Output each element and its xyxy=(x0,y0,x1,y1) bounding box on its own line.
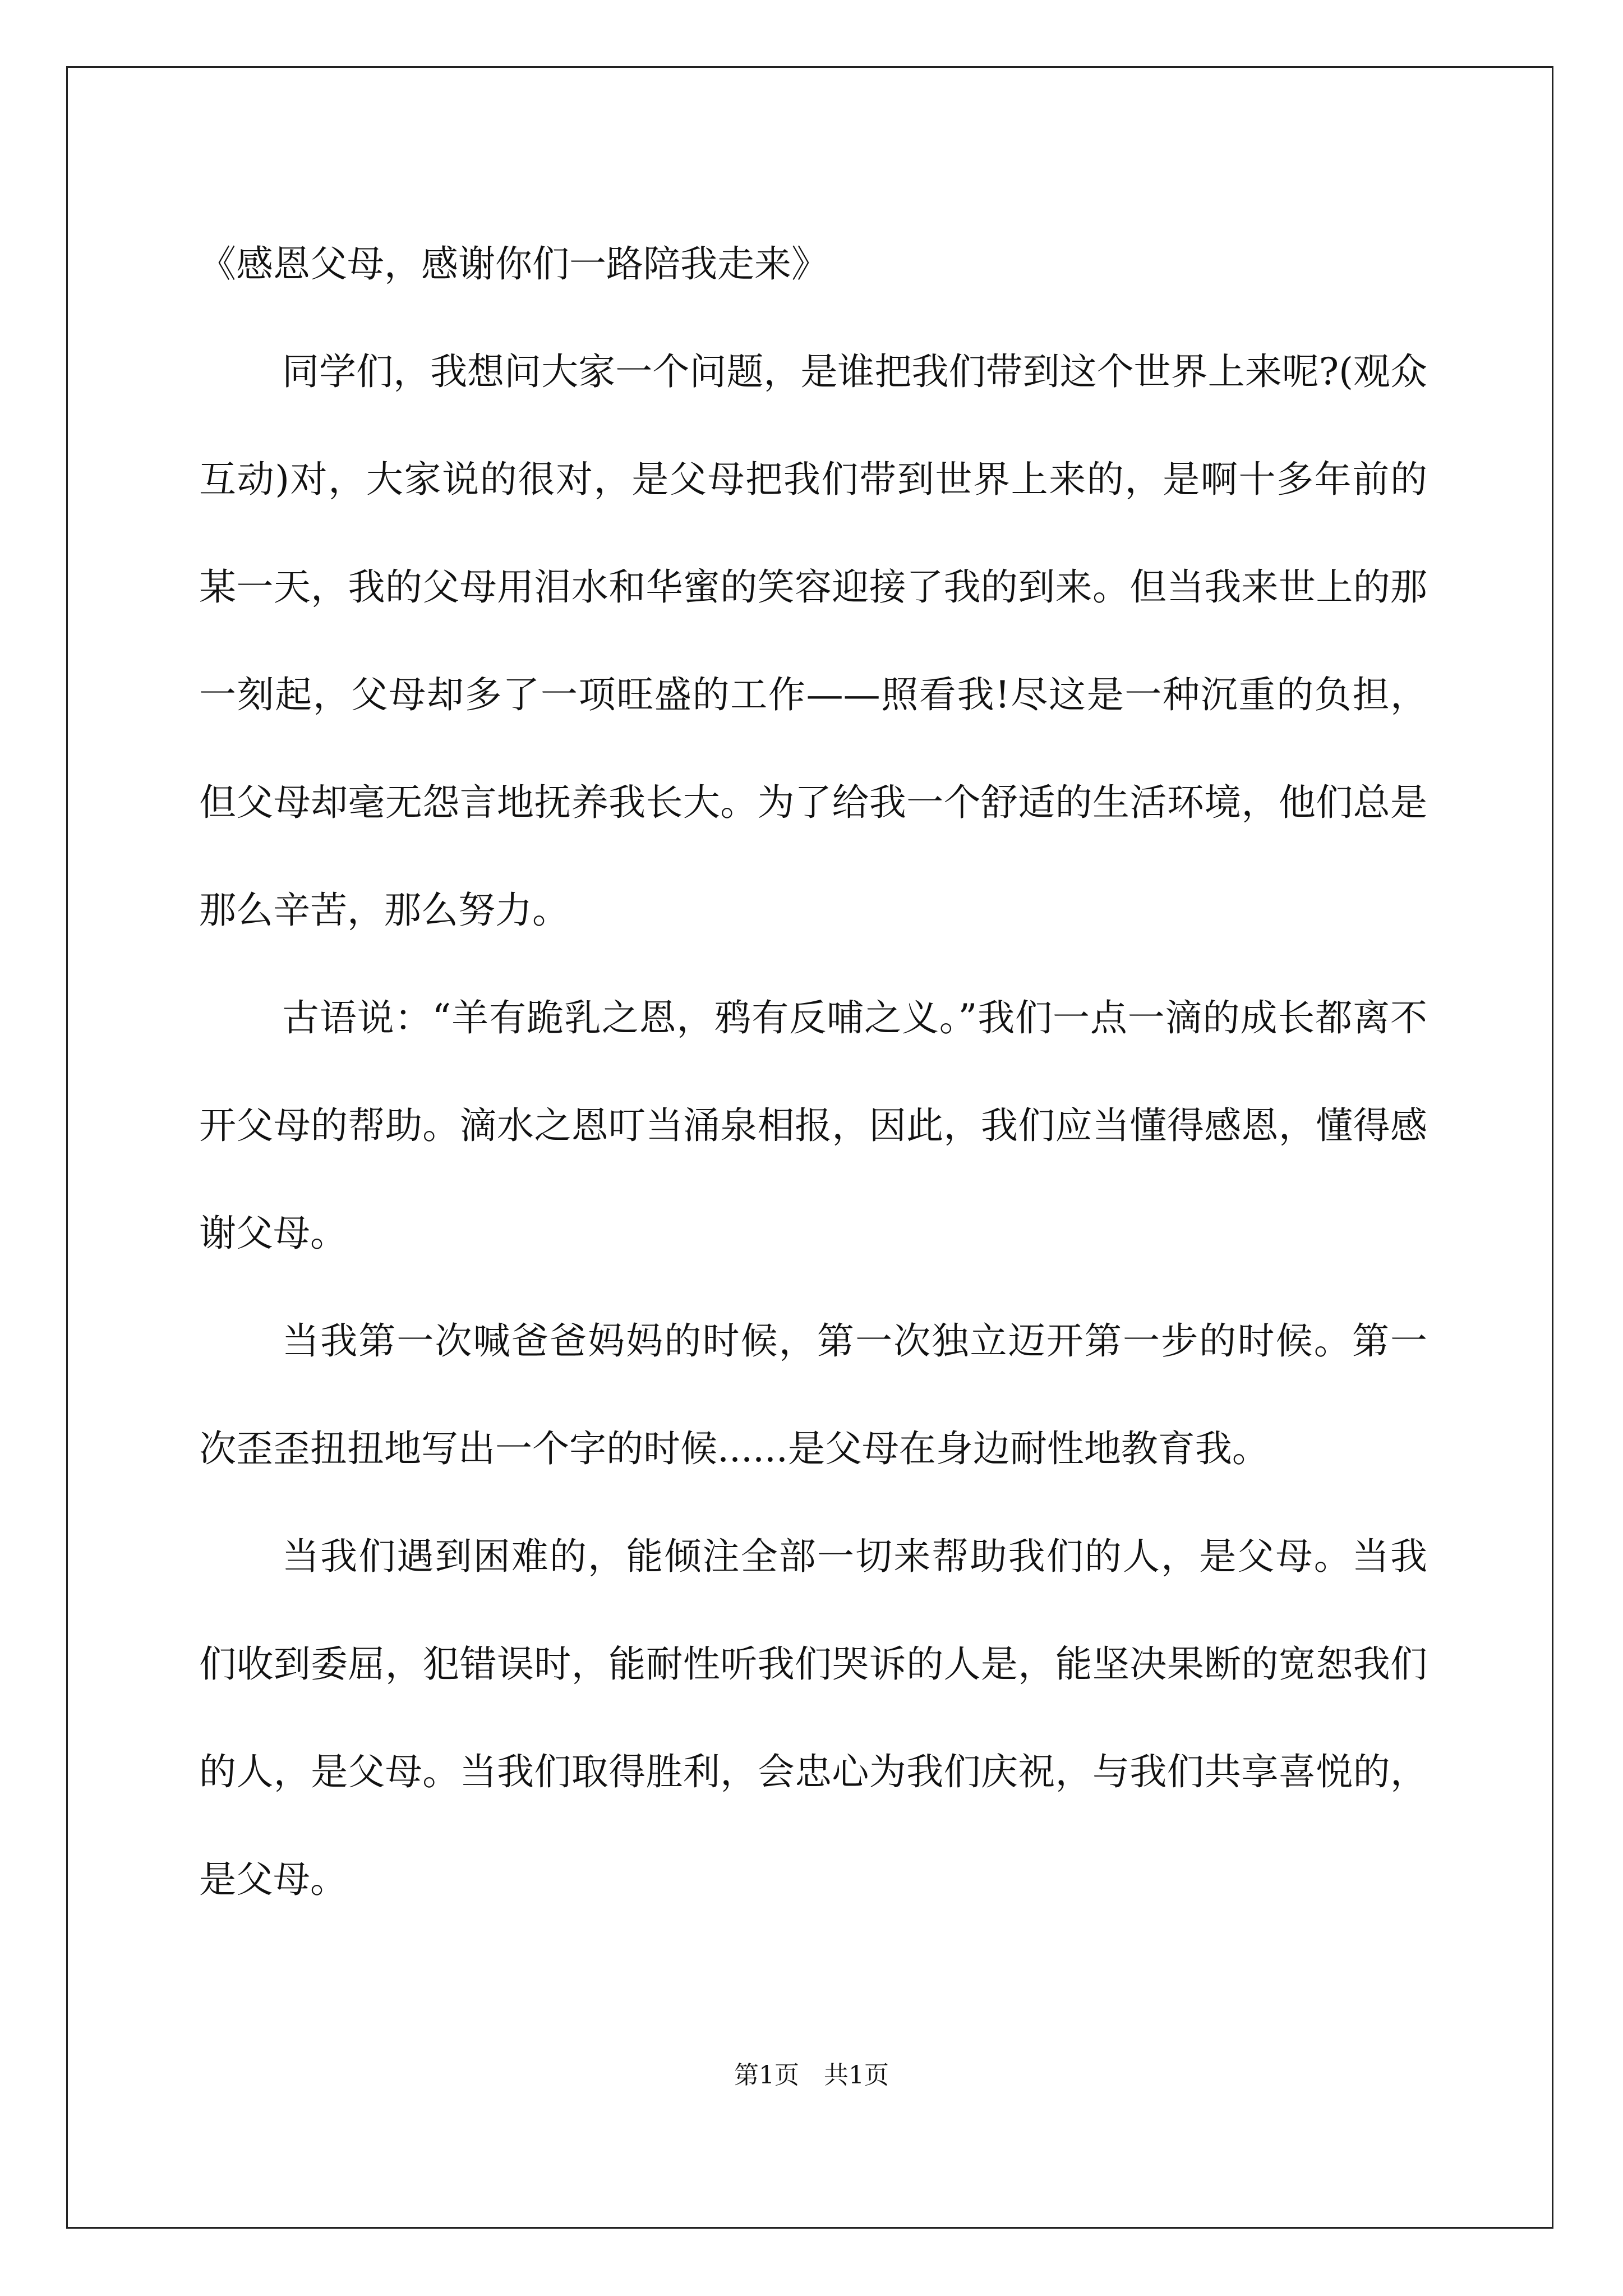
paragraph-4: 当我们遇到困难的，能倾注全部一切来帮助我们的人，是父母。当我们收到委屈，犯错误时，能耐性听我们哭诉的人是，能坚决果断的宽恕我们的人，是父母。当我们取得胜利，会忠心为我们庆祝，与我们共享喜悦的，是父母。 xyxy=(199,1535,1427,1901)
document-body xyxy=(199,210,1427,1934)
page-number-footer: 第1页 共1页 xyxy=(734,2061,889,2090)
paragraph-3: 当我第一次喊爸爸妈妈的时候，第一次独立迈开第一步的时候。第一次歪歪扭扭地写出一个字的时候......是父母在身边耐性地教育我。 xyxy=(199,1319,1427,1470)
paragraph-1: 同学们，我想问大家一个问题，是谁把我们带到这个世界上来呢?(观众互动)对，大家说的很对，是父母把我们带到世界上来的，是啊十多年前的某一天，我的父母用泪水和华蜜的笑容迎接了我的到来。但当我来世上的那一刻起，父母却多了一项旺盛的工作——照看我!尽这是一种沉重的负担，但父母却毫无怨言地抚养我长大。为了给我一个舒适的生活环境，他们总是那么辛苦，那么努力。 xyxy=(199,350,1427,932)
paragraph-2: 古语说：“羊有跪乳之恩，鸦有反哺之义。”我们一点一滴的成长都离不开父母的帮助。滴水之恩叮当涌泉相报，因此，我们应当懂得感恩，懂得感谢父母。 xyxy=(199,996,1427,1255)
document-title: 《感恩父母，感谢你们一路陪我走来》 xyxy=(199,242,828,286)
